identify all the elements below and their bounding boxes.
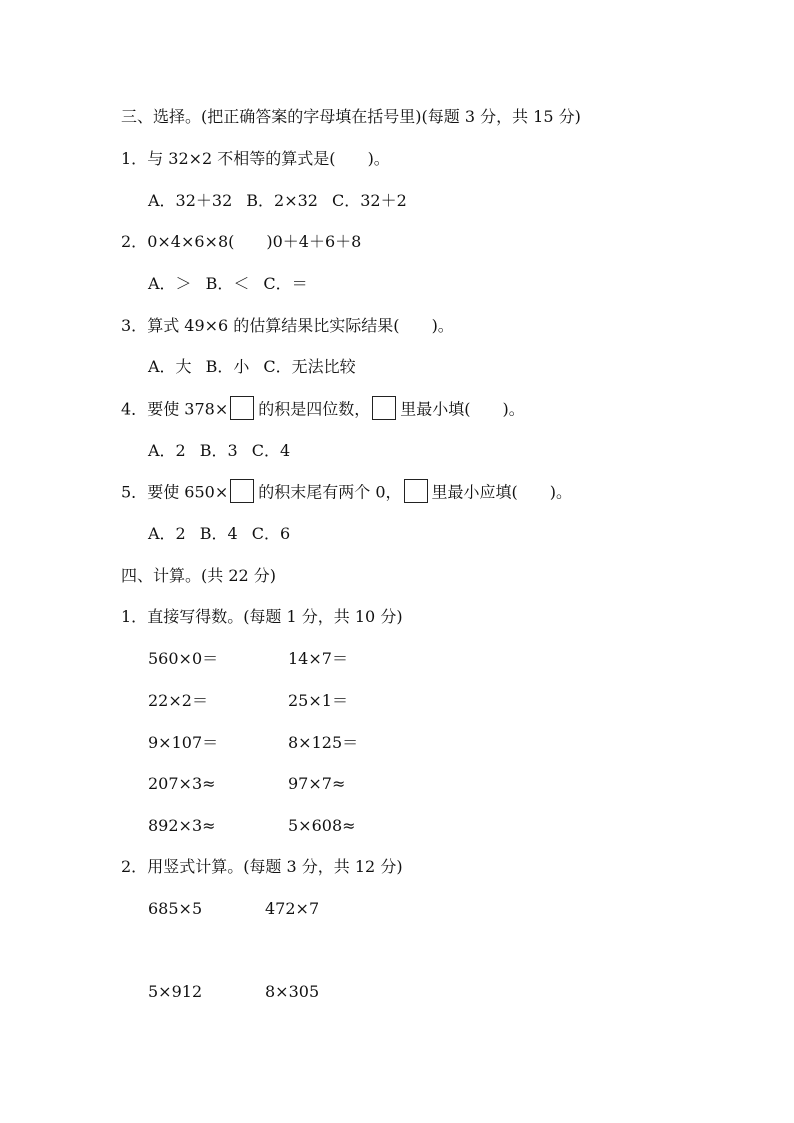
calc-item: 97×7≈: [288, 774, 346, 793]
question-text: 与 32×2 不相等的算式是(: [147, 149, 336, 168]
question-text: 要使 378×: [147, 399, 229, 419]
question-3: [121, 315, 454, 337]
question-text: 要使 650×: [147, 482, 229, 502]
options-5: [148, 523, 290, 545]
question-number: 5．: [121, 482, 148, 502]
option-a: A．32＋32: [148, 191, 233, 210]
option-b: B．＜: [205, 274, 250, 293]
option-b: B．2×32: [246, 191, 318, 210]
option-a: A．2: [148, 441, 186, 460]
calc-item: 22×2＝: [148, 691, 208, 710]
option-a: A．大: [148, 357, 192, 376]
options-4: [148, 440, 290, 462]
calc-item: 9×107＝: [148, 733, 219, 752]
option-a: A．2: [148, 524, 186, 543]
question-text: 用竖式计算。(每题 3 分，共 12 分): [147, 857, 403, 876]
question-number: 1．: [121, 607, 148, 626]
question-text: 直接写得数。(每题 1 分，共 10 分): [147, 607, 403, 626]
option-b: B．小: [205, 357, 250, 376]
question-text-end: )。: [431, 316, 454, 335]
question-text-end: )。: [367, 149, 390, 168]
option-c: C．32＋2: [332, 191, 407, 210]
option-b: B．4: [199, 524, 238, 543]
question-text-tail: 里最小填(: [400, 399, 471, 419]
options-1: [148, 190, 407, 212]
option-c: C．＝: [263, 274, 308, 293]
options-2: [148, 273, 308, 295]
option-b: B．3: [199, 441, 238, 460]
question-number: 3．: [121, 316, 148, 335]
question-text-mid: 的积末尾有两个 0，: [258, 482, 402, 502]
calc-item: 560×0＝: [148, 649, 219, 668]
calc-item: 5×608≈: [288, 816, 356, 835]
question-text: 算式 49×6 的估算结果比实际结果(: [147, 316, 400, 335]
section3-title: 三、选择。(把正确答案的字母填在括号里)(每题 3 分，共 15 分): [121, 107, 581, 126]
vertical-calc-item: 5×912: [148, 982, 203, 1001]
option-a: A．＞: [148, 274, 192, 293]
question-number: 2．: [121, 857, 148, 876]
question-text-end: )。: [549, 482, 573, 502]
option-c: C．无法比较: [263, 357, 356, 376]
vertical-calc-item: 8×305: [265, 982, 320, 1001]
calc-q2-heading: [121, 856, 403, 878]
question-text-end: )。: [502, 399, 525, 419]
calc-item: 25×1＝: [288, 691, 348, 710]
calc-item: 207×3≈: [148, 774, 216, 793]
answer-box[interactable]: [230, 396, 254, 420]
question-5: [121, 481, 572, 505]
question-number: 2．: [121, 232, 148, 251]
vertical-calc-item: 472×7: [265, 899, 320, 918]
question-text-end: )0＋4＋6＋8: [266, 232, 362, 251]
answer-box[interactable]: [230, 479, 254, 503]
question-4: [121, 398, 525, 422]
calc-item: 14×7＝: [288, 649, 348, 668]
calc-item: 8×125＝: [288, 733, 359, 752]
question-text-tail: 里最小应填(: [431, 482, 518, 502]
answer-box-ref: [372, 396, 396, 420]
question-number: 1．: [121, 149, 148, 168]
calc-item: 892×3≈: [148, 816, 216, 835]
section4-title: 四、计算。(共 22 分): [121, 566, 277, 585]
calc-q1-heading: [121, 606, 403, 628]
question-2: [121, 231, 361, 253]
answer-box-ref: [404, 479, 428, 503]
options-3: [148, 356, 356, 378]
vertical-calc-item: 685×5: [148, 899, 203, 918]
question-number: 4．: [121, 399, 148, 419]
option-c: C．4: [251, 441, 291, 460]
question-text-mid: 的积是四位数，: [258, 399, 371, 419]
question-1: [121, 148, 390, 170]
question-text: 0×4×6×8(: [147, 232, 235, 251]
option-c: C．6: [251, 524, 291, 543]
